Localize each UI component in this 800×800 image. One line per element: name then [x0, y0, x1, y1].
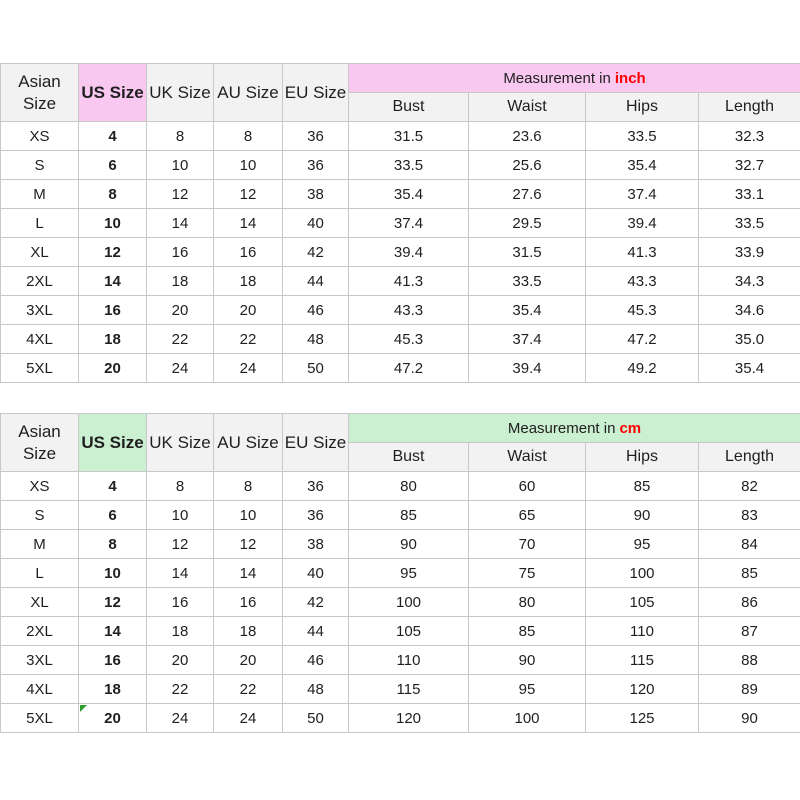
cell-asian: L — [1, 209, 79, 238]
cell-hips: 115 — [586, 646, 699, 675]
cell-hips: 95 — [586, 530, 699, 559]
cell-length: 84 — [699, 530, 800, 559]
table-row — [1, 354, 800, 383]
cell-au: 14 — [214, 209, 283, 238]
col-header-uk-size: UK Size — [147, 414, 214, 472]
cell-eu: 36 — [283, 472, 349, 501]
cell-bust: 95 — [349, 559, 469, 588]
cell-uk: 18 — [147, 617, 214, 646]
cell-asian: L — [1, 559, 79, 588]
cell-us: 20 — [79, 354, 147, 383]
cell-au: 18 — [214, 617, 283, 646]
cell-au: 10 — [214, 501, 283, 530]
cell-asian: S — [1, 151, 79, 180]
cell-asian: 4XL — [1, 675, 79, 704]
cell-bust: 110 — [349, 646, 469, 675]
table-row — [1, 704, 800, 733]
cell-length: 35.4 — [699, 354, 800, 383]
col-header-hips: Hips — [586, 93, 699, 122]
measurement-band-cm — [349, 414, 800, 443]
cell-length: 83 — [699, 501, 800, 530]
cell-uk: 8 — [147, 122, 214, 151]
col-header-us-size: US Size — [79, 414, 147, 472]
cell-length: 88 — [699, 646, 800, 675]
cell-bust: 31.5 — [349, 122, 469, 151]
cell-length: 34.6 — [699, 296, 800, 325]
cell-hips: 85 — [586, 472, 699, 501]
cell-asian: XS — [1, 122, 79, 151]
cell-hips: 41.3 — [586, 238, 699, 267]
cell-waist: 95 — [469, 675, 586, 704]
col-header-uk-size: UK Size — [147, 64, 214, 122]
cell-waist: 33.5 — [469, 267, 586, 296]
cell-bust: 115 — [349, 675, 469, 704]
cell-us: 4 — [79, 122, 147, 151]
cell-uk: 20 — [147, 646, 214, 675]
cell-hips: 120 — [586, 675, 699, 704]
col-header-eu-size: EU Size — [283, 64, 349, 122]
cell-waist: 27.6 — [469, 180, 586, 209]
cell-bust: 39.4 — [349, 238, 469, 267]
cell-uk: 16 — [147, 588, 214, 617]
col-header-asian-size: Asian Size — [1, 64, 79, 122]
cell-waist: 31.5 — [469, 238, 586, 267]
cell-us: 12 — [79, 588, 147, 617]
cell-eu: 44 — [283, 617, 349, 646]
col-header-length: Length — [699, 443, 800, 472]
cell-asian: M — [1, 530, 79, 559]
cell-asian: 3XL — [1, 296, 79, 325]
cell-eu: 36 — [283, 501, 349, 530]
cell-waist: 65 — [469, 501, 586, 530]
table-row — [1, 180, 800, 209]
cell-length: 35.0 — [699, 325, 800, 354]
col-header-bust: Bust — [349, 443, 469, 472]
cell-eu: 42 — [283, 588, 349, 617]
cell-hips: 100 — [586, 559, 699, 588]
cell-hips: 110 — [586, 617, 699, 646]
table-row — [1, 646, 800, 675]
cell-asian: XL — [1, 588, 79, 617]
cell-length: 85 — [699, 559, 800, 588]
col-header-au-size: AU Size — [214, 64, 283, 122]
cell-eu: 46 — [283, 646, 349, 675]
cell-bust: 41.3 — [349, 267, 469, 296]
cell-asian: 2XL — [1, 617, 79, 646]
cell-asian: S — [1, 501, 79, 530]
cell-bust: 35.4 — [349, 180, 469, 209]
size-table-inch — [0, 63, 800, 383]
cell-au: 14 — [214, 559, 283, 588]
cell-us: 18 — [79, 325, 147, 354]
cell-length: 32.7 — [699, 151, 800, 180]
cell-au: 8 — [214, 122, 283, 151]
table-row — [1, 296, 800, 325]
table-row — [1, 588, 800, 617]
cell-eu: 48 — [283, 675, 349, 704]
cell-length: 87 — [699, 617, 800, 646]
cell-uk: 10 — [147, 151, 214, 180]
col-header-asian-size: Asian Size — [1, 414, 79, 472]
col-header-bust: Bust — [349, 93, 469, 122]
cell-eu: 50 — [283, 704, 349, 733]
cell-eu: 44 — [283, 267, 349, 296]
cell-length: 33.9 — [699, 238, 800, 267]
cell-bust: 47.2 — [349, 354, 469, 383]
cell-waist: 80 — [469, 588, 586, 617]
cell-us: 20 — [79, 704, 147, 733]
table-row — [1, 675, 800, 704]
cell-flag-triangle-icon — [80, 705, 87, 712]
size-table-cm — [0, 413, 800, 733]
cell-au: 18 — [214, 267, 283, 296]
table-row — [1, 559, 800, 588]
cell-uk: 14 — [147, 209, 214, 238]
cell-uk: 12 — [147, 530, 214, 559]
cell-us: 14 — [79, 267, 147, 296]
cell-hips: 33.5 — [586, 122, 699, 151]
cell-uk: 14 — [147, 559, 214, 588]
cell-length: 33.5 — [699, 209, 800, 238]
cell-uk: 22 — [147, 675, 214, 704]
cell-bust: 37.4 — [349, 209, 469, 238]
cell-waist: 85 — [469, 617, 586, 646]
cell-bust: 100 — [349, 588, 469, 617]
cell-us: 6 — [79, 151, 147, 180]
cell-bust: 33.5 — [349, 151, 469, 180]
cell-bust: 85 — [349, 501, 469, 530]
cell-bust: 43.3 — [349, 296, 469, 325]
cell-us: 14 — [79, 617, 147, 646]
col-header-us-size: US Size — [79, 64, 147, 122]
cell-length: 86 — [699, 588, 800, 617]
cell-bust: 120 — [349, 704, 469, 733]
cell-hips: 105 — [586, 588, 699, 617]
cell-hips: 47.2 — [586, 325, 699, 354]
cell-waist: 29.5 — [469, 209, 586, 238]
cell-hips: 45.3 — [586, 296, 699, 325]
cell-uk: 8 — [147, 472, 214, 501]
measurement-unit-inch: inch — [614, 69, 646, 87]
cell-length: 34.3 — [699, 267, 800, 296]
cell-length: 89 — [699, 675, 800, 704]
table-row — [1, 617, 800, 646]
cell-waist: 35.4 — [469, 296, 586, 325]
cell-waist: 23.6 — [469, 122, 586, 151]
col-header-eu-size: EU Size — [283, 414, 349, 472]
cell-bust: 90 — [349, 530, 469, 559]
col-header-au-size: AU Size — [214, 414, 283, 472]
cell-hips: 35.4 — [586, 151, 699, 180]
col-header-length: Length — [699, 93, 800, 122]
cell-asian: M — [1, 180, 79, 209]
cell-waist: 60 — [469, 472, 586, 501]
cell-length: 82 — [699, 472, 800, 501]
cell-us: 10 — [79, 209, 147, 238]
cell-us: 4 — [79, 472, 147, 501]
cell-asian: 3XL — [1, 646, 79, 675]
table-row — [1, 209, 800, 238]
cell-au: 12 — [214, 180, 283, 209]
table-row — [1, 325, 800, 354]
cell-uk: 18 — [147, 267, 214, 296]
cell-au: 22 — [214, 325, 283, 354]
cell-asian: XL — [1, 238, 79, 267]
cell-us: 12 — [79, 238, 147, 267]
cell-waist: 37.4 — [469, 325, 586, 354]
cell-us: 8 — [79, 180, 147, 209]
cell-au: 24 — [214, 354, 283, 383]
measurement-band-inch — [349, 64, 800, 93]
cell-eu: 38 — [283, 180, 349, 209]
cell-hips: 39.4 — [586, 209, 699, 238]
cell-hips: 37.4 — [586, 180, 699, 209]
cell-uk: 10 — [147, 501, 214, 530]
table-row — [1, 151, 800, 180]
table-row — [1, 267, 800, 296]
table-row — [1, 472, 800, 501]
cell-eu: 36 — [283, 151, 349, 180]
cell-us: 18 — [79, 675, 147, 704]
cell-au: 8 — [214, 472, 283, 501]
cell-waist: 75 — [469, 559, 586, 588]
cell-au: 22 — [214, 675, 283, 704]
cell-bust: 45.3 — [349, 325, 469, 354]
table-row — [1, 238, 800, 267]
cell-waist: 90 — [469, 646, 586, 675]
cell-au: 20 — [214, 296, 283, 325]
cell-waist: 39.4 — [469, 354, 586, 383]
cell-us: 16 — [79, 296, 147, 325]
cell-eu: 50 — [283, 354, 349, 383]
table-row — [1, 501, 800, 530]
cell-au: 24 — [214, 704, 283, 733]
cell-hips: 49.2 — [586, 354, 699, 383]
cell-asian: 4XL — [1, 325, 79, 354]
cell-us: 8 — [79, 530, 147, 559]
cell-eu: 36 — [283, 122, 349, 151]
col-header-hips: Hips — [586, 443, 699, 472]
cell-uk: 22 — [147, 325, 214, 354]
cell-eu: 48 — [283, 325, 349, 354]
cell-waist: 25.6 — [469, 151, 586, 180]
cell-uk: 20 — [147, 296, 214, 325]
cell-us: 16 — [79, 646, 147, 675]
cell-us: 10 — [79, 559, 147, 588]
measurement-band-label: Measurement in — [507, 419, 616, 437]
cell-eu: 38 — [283, 530, 349, 559]
cell-uk: 12 — [147, 180, 214, 209]
measurement-unit-cm: cm — [619, 419, 642, 437]
cell-length: 90 — [699, 704, 800, 733]
cell-asian: 2XL — [1, 267, 79, 296]
cell-waist: 70 — [469, 530, 586, 559]
table-row — [1, 530, 800, 559]
cell-bust: 80 — [349, 472, 469, 501]
measurement-band-label: Measurement in — [503, 69, 611, 87]
cell-eu: 40 — [283, 559, 349, 588]
cell-eu: 40 — [283, 209, 349, 238]
cell-au: 10 — [214, 151, 283, 180]
table-row — [1, 122, 800, 151]
cell-hips: 90 — [586, 501, 699, 530]
cell-length: 33.1 — [699, 180, 800, 209]
cell-uk: 24 — [147, 704, 214, 733]
cell-asian: 5XL — [1, 704, 79, 733]
cell-hips: 125 — [586, 704, 699, 733]
cell-au: 12 — [214, 530, 283, 559]
cell-uk: 16 — [147, 238, 214, 267]
cell-bust: 105 — [349, 617, 469, 646]
cell-hips: 43.3 — [586, 267, 699, 296]
cell-us: 6 — [79, 501, 147, 530]
cell-waist: 100 — [469, 704, 586, 733]
cell-asian: XS — [1, 472, 79, 501]
col-header-waist: Waist — [469, 443, 586, 472]
cell-eu: 42 — [283, 238, 349, 267]
cell-eu: 46 — [283, 296, 349, 325]
cell-length: 32.3 — [699, 122, 800, 151]
cell-uk: 24 — [147, 354, 214, 383]
col-header-waist: Waist — [469, 93, 586, 122]
cell-asian: 5XL — [1, 354, 79, 383]
cell-au: 16 — [214, 238, 283, 267]
cell-au: 16 — [214, 588, 283, 617]
cell-au: 20 — [214, 646, 283, 675]
